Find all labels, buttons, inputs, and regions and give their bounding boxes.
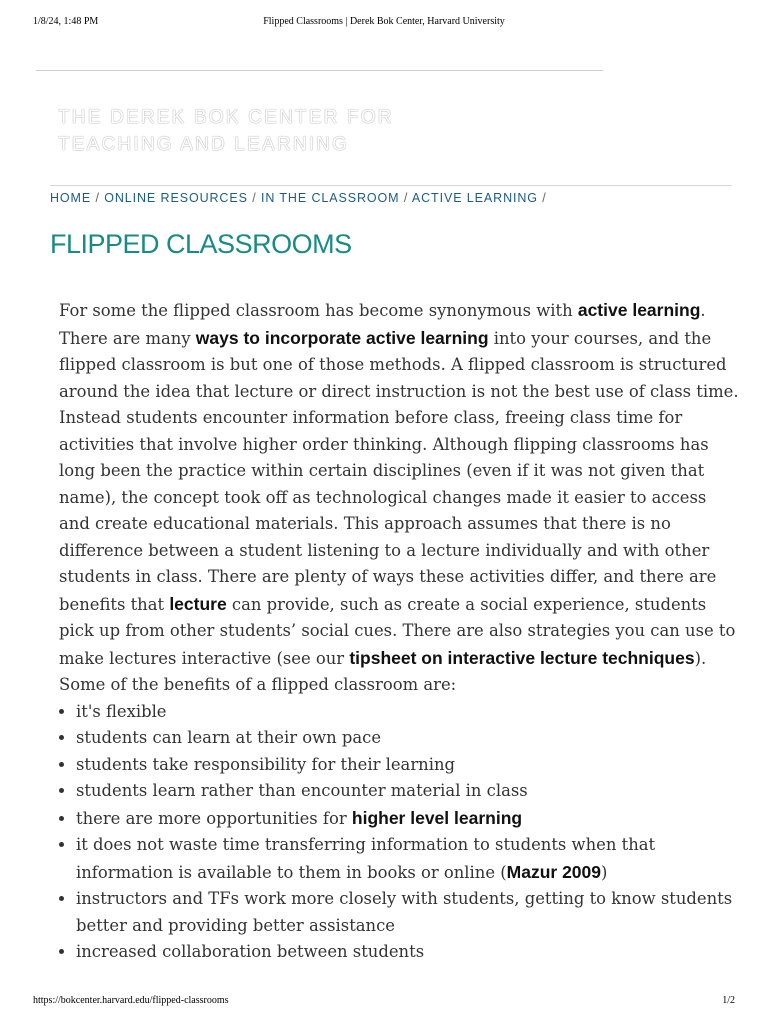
top-divider	[36, 70, 603, 71]
list-item-text: it does not waste time transferring information to students when that information is available to them in books or online (	[76, 835, 656, 882]
print-footer	[0, 995, 768, 1009]
breadcrumb-separator: /	[403, 191, 409, 205]
link-higher-level-learning[interactable]: higher level learning	[351, 807, 523, 828]
print-header	[0, 16, 768, 30]
list-item: • instructors and TFs work more closely with students, getting to know students better and providing better assistance	[76, 886, 739, 939]
print-page-number: 1/2	[722, 995, 735, 1006]
list-item: • students learn rather than encounter material in class	[76, 778, 739, 805]
list-item: • it's flexible	[76, 699, 739, 726]
benefits-list	[59, 699, 739, 966]
breadcrumb-separator: /	[542, 191, 547, 205]
link-tipsheet-interactive-lecture[interactable]: tipsheet on interactive lecture techniques	[349, 647, 695, 668]
breadcrumb-separator: /	[252, 191, 257, 205]
intro-paragraph	[59, 297, 739, 672]
list-item	[76, 832, 739, 886]
print-url: https://bokcenter.harvard.edu/flipped-classrooms	[33, 995, 229, 1006]
list-item	[76, 805, 739, 833]
link-active-learning[interactable]: active learning	[577, 300, 701, 320]
link-ways-to-incorporate-active-learning[interactable]: ways to incorporate active learning	[195, 327, 489, 348]
header-divider	[50, 185, 732, 186]
print-datetime: 1/8/24, 1:48 PM	[33, 16, 99, 27]
breadcrumb-online-resources[interactable]: ONLINE RESOURCES	[104, 191, 248, 205]
list-item-text: there are more opportunities for	[76, 808, 352, 828]
page-title: FLIPPED CLASSROOMS	[50, 229, 352, 259]
intro-text: can provide, such as create a social experience, students pick up from other students’ social cues. There are also strategies you can use to make lectures interactive (see our	[59, 594, 736, 668]
intro-text: For some the flipped classroom has become synonymous with	[59, 301, 578, 320]
link-lecture[interactable]: lecture	[169, 593, 227, 614]
list-item: • increased collaboration between students	[76, 939, 739, 966]
list-item: • students take responsibility for their learning	[76, 752, 739, 779]
benefits-intro: Some of the benefits of a flipped classroom are:	[59, 675, 457, 694]
link-mazur-2009[interactable]: Mazur 2009	[506, 861, 602, 882]
site-logo-line-1: THE DEREK BOK CENTER FOR	[58, 107, 394, 128]
breadcrumb	[50, 191, 547, 209]
breadcrumb-separator: /	[95, 191, 100, 205]
site-logo[interactable]	[58, 104, 478, 158]
breadcrumb-in-the-classroom[interactable]: IN THE CLASSROOM	[260, 191, 400, 205]
breadcrumb-active-learning[interactable]: ACTIVE LEARNING	[411, 191, 538, 205]
intro-text: into your courses, and the flipped classroom is but one of those methods. A flipped classroom is structured around the idea that lecture or direct instruction is not the best use of class time. Instead students encounter information before class, freeing class time for activities that involve higher order thinking. Although flipping classrooms has long been the practice within certain disciplines (even if it was not given that name), the concept took off as technological changes made it easier to access and create educational materials. This approach assumes that there is no difference between a student listening to a lecture individually and with other students in class. There are plenty of ways these activities differ, and there are benefits that	[59, 328, 739, 614]
article-body	[59, 297, 739, 966]
intro-text: . There are many	[59, 301, 706, 348]
site-logo-line-2: TEACHING AND LEARNING	[58, 134, 350, 155]
list-item-text: )	[601, 862, 608, 882]
intro-text: ).	[694, 648, 707, 668]
breadcrumb-home[interactable]: HOME	[50, 191, 92, 205]
list-item: • students can learn at their own pace	[76, 725, 739, 752]
print-page-title: Flipped Classrooms | Derek Bok Center, Harvard University	[263, 16, 505, 27]
